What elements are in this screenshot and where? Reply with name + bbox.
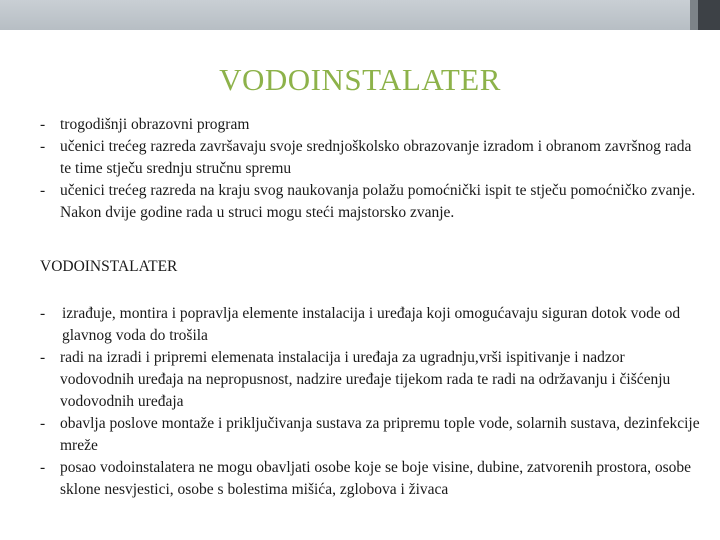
- list-item: [40, 413, 700, 457]
- list-item-text: radi na izradi i pripremi elemenata instalacija i uređaja za ugradnju,vrši ispitivanje i nadzor vodovodnih uređaja na nepropusnost, nadzire uređaje tijekom rada te radi na održavanju i čišćenju vodovodnih uređaja: [60, 349, 671, 410]
- list-item-text: učenici trećeg razreda na kraju svog naukovanja polažu pomoćnički ispit te stječu pomoćničko zvanje. Nakon dvije godine rada u struci mogu steći majstorsko zvanje.: [60, 182, 696, 221]
- program-info-list: [40, 114, 700, 224]
- bullet-dash: -: [40, 138, 46, 155]
- list-item: [40, 457, 700, 501]
- list-item-text: izrađuje, montira i popravlja elemente instalacija i uređaja koji omogućavaju siguran dotok vode od glavnog voda do trošila: [62, 305, 681, 344]
- header-accent-stripe: [690, 0, 698, 30]
- bullet-dash: -: [40, 116, 46, 133]
- header-band: [0, 0, 720, 30]
- list-item: [40, 136, 700, 180]
- list-item: [40, 114, 700, 136]
- list-item-text: učenici trećeg razreda završavaju svoje srednjoškolsko obrazovanje izradom i obranom završnog rada te time stječu srednju stručnu spremu: [60, 138, 692, 177]
- list-item-text: trogodišnji obrazovni program: [60, 116, 250, 133]
- list-item-text: posao vodoinstalatera ne mogu obavljati osobe koje se boje visine, dubine, zatvorenih prostora, osobe sklone nesvjestici, osobe s bolestima mišića, zglobova i živaca: [60, 459, 692, 498]
- list-item-text: obavlja poslove montaže i priključivanja sustava za pripremu tople vode, solarnih sustava, dezinfekcije mreže: [60, 415, 700, 454]
- list-item: [40, 303, 700, 347]
- slide-title: VODOINSTALATER: [219, 62, 501, 97]
- bullet-dash: -: [40, 305, 46, 322]
- bullet-dash: -: [40, 459, 46, 476]
- bullet-dash: -: [40, 349, 46, 366]
- bullet-dash: -: [40, 415, 46, 432]
- job-duties-list: [40, 303, 700, 501]
- list-item: [40, 347, 700, 413]
- list-item: [40, 180, 700, 224]
- header-dark-block: [698, 0, 720, 30]
- bullet-dash: -: [40, 182, 46, 199]
- section-subtitle: VODOINSTALATER: [40, 258, 178, 275]
